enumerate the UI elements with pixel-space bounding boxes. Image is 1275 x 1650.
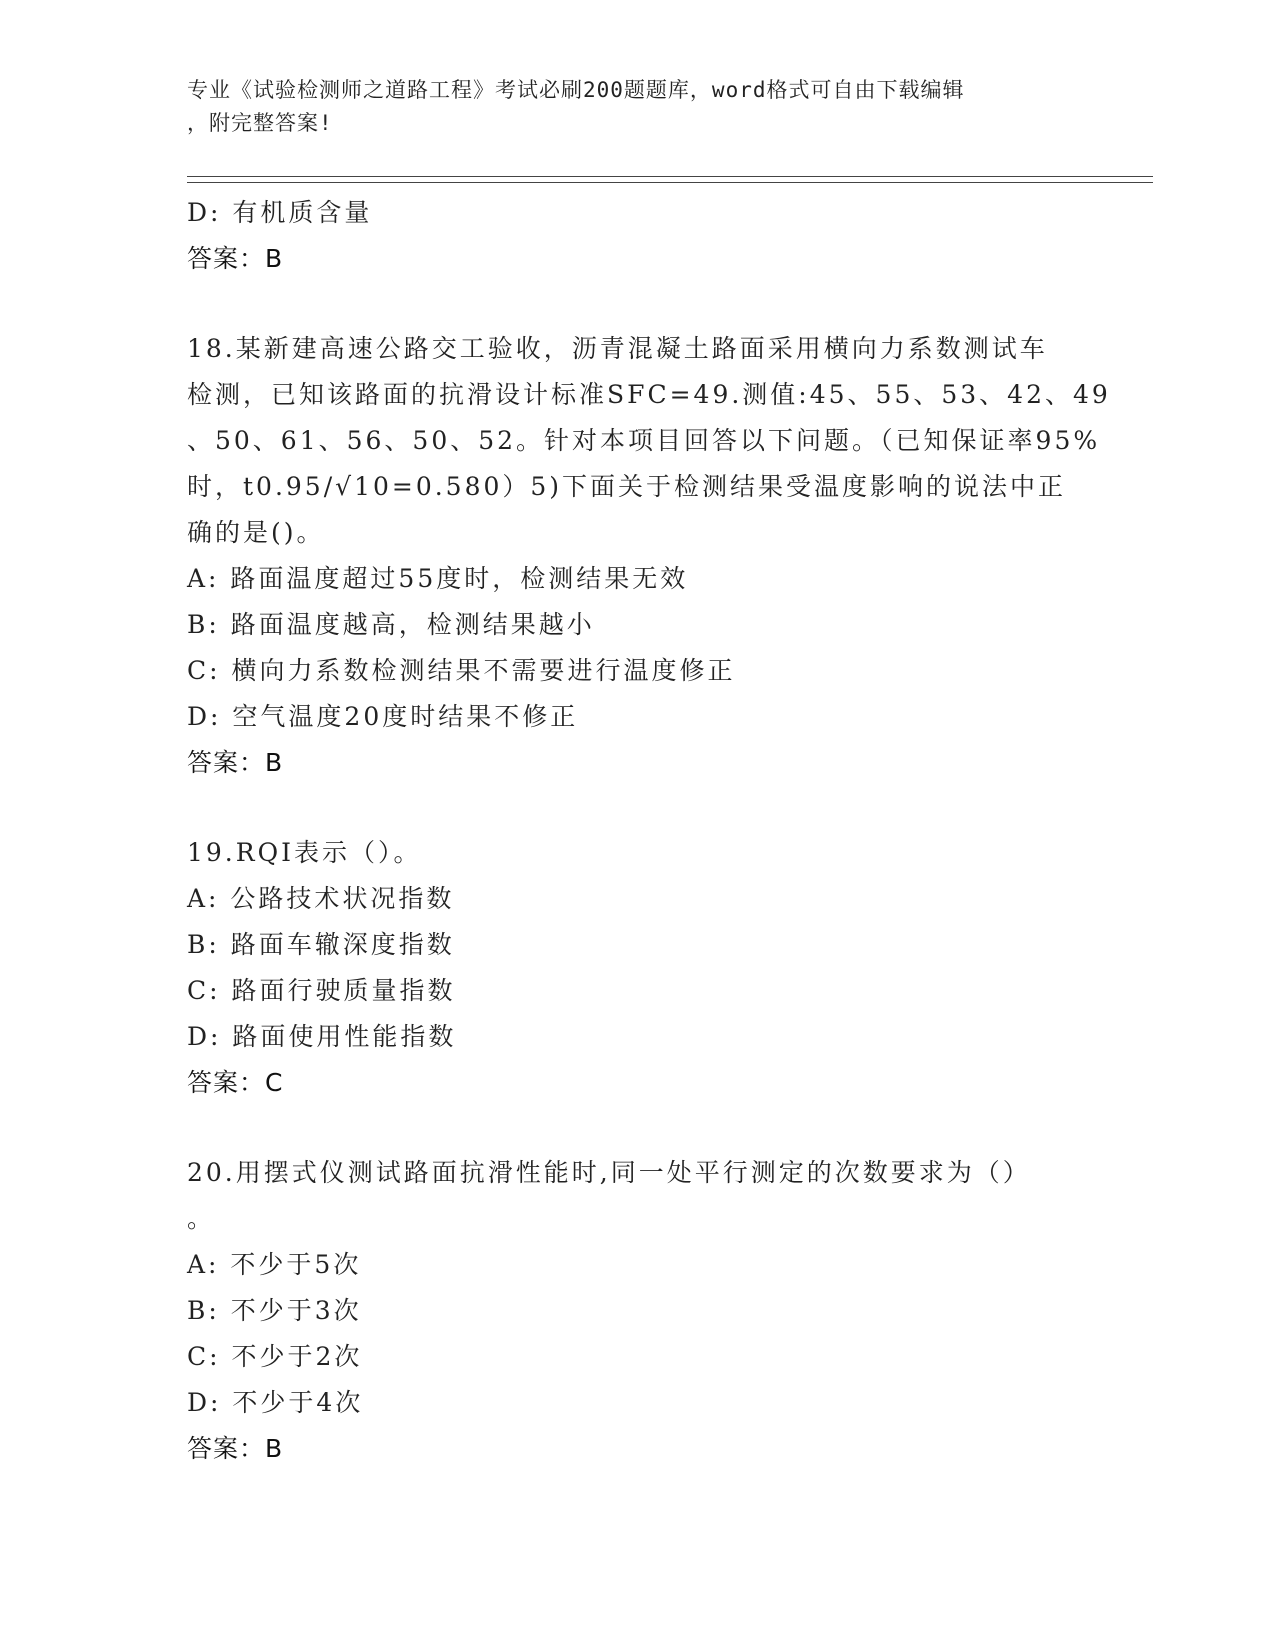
q18-option-d: D: 空气温度20度时结果不修正 (187, 702, 579, 731)
q20-stem: 20.用摆式仪测试路面抗滑性能时,同一处平行测定的次数要求为（） (187, 1158, 1031, 1187)
spacer (187, 786, 1107, 830)
question-18 (187, 326, 1111, 786)
q18-stem-line-3: 、50、61、56、50、52。针对本项目回答以下问题。（已知保证率95% (187, 426, 1101, 455)
q20-option-b: B: 不少于3次 (187, 1296, 362, 1325)
q19-answer: 答案：C (187, 1068, 284, 1097)
q18-option-c: C: 横向力系数检测结果不需要进行温度修正 (187, 656, 736, 685)
question-19 (187, 830, 1107, 1106)
document-header (187, 74, 1087, 140)
q19-stem: 19.RQI表示（）。 (187, 838, 422, 867)
spacer (187, 1106, 1107, 1150)
header-divider-top (187, 176, 1153, 177)
q20-option-a: A: 不少于5次 (187, 1250, 362, 1279)
q18-stem-line-4: 时，t0.95/√10=0.580）5)下面关于检测结果受温度影响的说法中正 (187, 472, 1067, 501)
q19-option-a: A: 公路技术状况指数 (187, 884, 455, 913)
q19-option-b: B: 路面车辙深度指数 (187, 930, 455, 959)
q17-answer: 答案：B (187, 244, 284, 273)
q19-option-c: C: 路面行驶质量指数 (187, 976, 456, 1005)
q18-stem-line-2: 检测，已知该路面的抗滑设计标准SFC=49.测值:45、55、53、42、49 (187, 380, 1111, 409)
question-content (187, 190, 1111, 1472)
q18-option-a: A: 路面温度超过55度时，检测结果无效 (187, 564, 689, 593)
q18-stem-line-1: 18.某新建高速公路交工验收，沥青混凝土路面采用横向力系数测试车 (187, 334, 1048, 363)
q20-stem-continuation: 。 (187, 1204, 213, 1233)
header-divider-bottom (187, 182, 1153, 183)
header-line-2: ，附完整答案! (187, 111, 333, 135)
header-line-1: 专业《试验检测师之道路工程》考试必刷200题题库，word格式可自由下载编辑 (187, 78, 965, 102)
q18-answer: 答案：B (187, 748, 284, 777)
q18-option-b: B: 路面温度越高，检测结果越小 (187, 610, 595, 639)
question-20 (187, 1150, 1107, 1472)
q17-option-d: D: 有机质含量 (187, 198, 373, 227)
q18-stem-line-5: 确的是()。 (187, 518, 325, 547)
q19-option-d: D: 路面使用性能指数 (187, 1022, 457, 1051)
q20-option-d: D: 不少于4次 (187, 1388, 364, 1417)
q20-answer: 答案：B (187, 1434, 284, 1463)
q20-option-c: C: 不少于2次 (187, 1342, 363, 1371)
spacer (187, 282, 1107, 326)
